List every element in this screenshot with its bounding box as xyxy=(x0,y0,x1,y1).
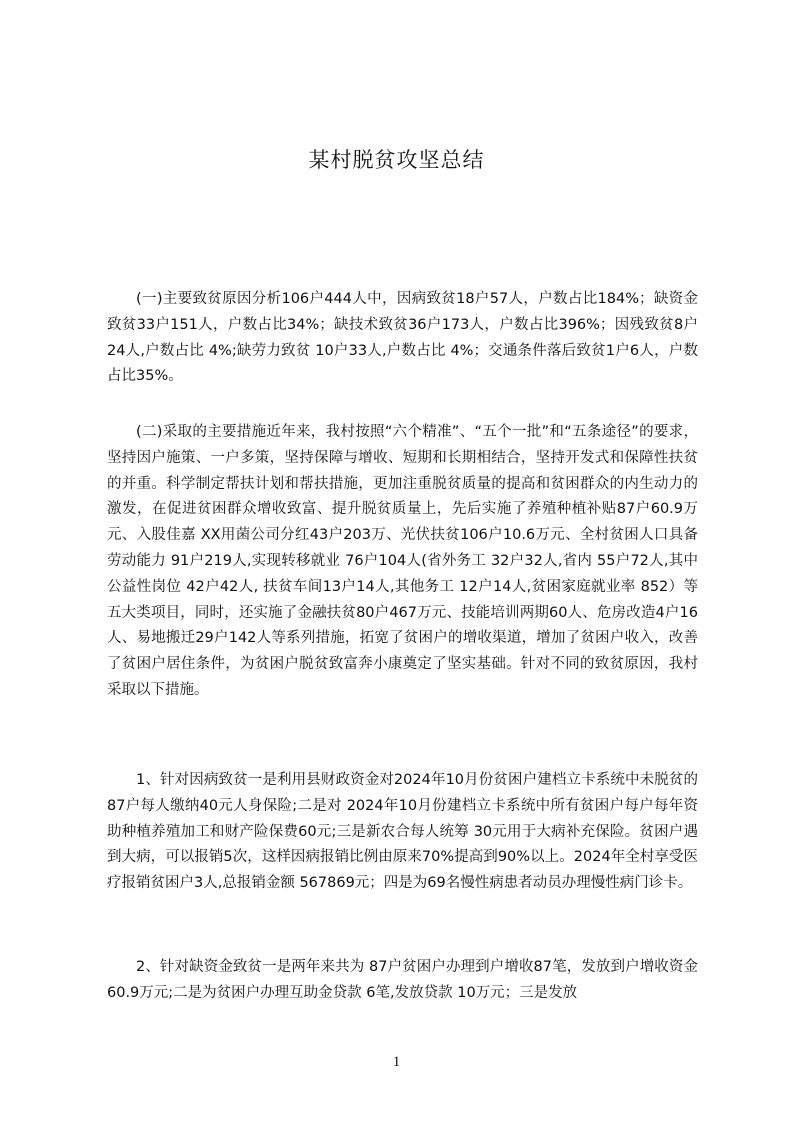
paragraph-funding-measures: 2、针对缺资金致贫一是两年来共为 87户贫困户办理到户增收87笔，发放到户增收资金60.9万元;二是为贫困户办理互助金贷款 6笔,发放贷款 10万元；三是发放 xyxy=(107,959,698,1001)
paragraph-main-measures: (二)采取的主要措施近年来，我村按照“六个精准”、“五个一批”和“五条途径”的要求，坚持因户施策、一户多策，坚持保障与增收、短期和长期相结合，坚持开发式和保障性扶贫的并重。科学制定帮扶计划和帮扶措施，更加注重脱贫质量的提高和贫困群众的内生动力的激发，在促进贫困群众增收致富、提升脱贫质量上，先后实施了养殖种植补贴87户60.9万元、入股佳嘉 XX用菌公司分红43户203万、光伏扶贫106户10.6万元、全村贫困人口具备劳动能力 91户219人,实现转移就业 76户104人(省外务工 32户32人,省内 55户72人,其中公益性岗位 42户42人, 扶贫车间13户14人,其他务工 12户14人,贫困家庭就业率 852）等五大类项目，同时，还实施了金融扶贫80户467万元、技能培训两期60人、危房改造4户16人、易地搬迁29户142人等系列措施，拓宽了贫困户的增收渠道，增加了贫困户收入，改善了贫困户居住条件，为贫困户脱贫致富奔小康奠定了坚实基础。针对不同的致贫原因，我村采取以下措施。 xyxy=(107,424,698,698)
document-title: 某村脱贫攻坚总结 xyxy=(308,148,485,172)
page-number: 1 xyxy=(392,1054,401,1070)
paragraph-poverty-causes: (一)主要致贫原因分析106户444人中，因病致贫18户57人，户数占比184%；缺资金致贫33户151人，户数占比34%；缺技术致贫36户173人，户数占比396%；因残致贫8户24人,户数占比 4%;缺劳力致贫 10户33人,户数占比 4%；交通条件落后致贫1户6人，户数占比35%。 xyxy=(107,291,698,385)
paragraph-illness-measures: 1、针对因病致贫一是利用县财政资金对2024年10月份贫困户建档立卡系统中未脱贫的87户每人缴纳40元人身保险;二是对 2024年10月份建档立卡系统中所有贫困户每户每年资助种植养殖加工和财产险保费60元;三是新农合每人统筹 30元用于大病补充保险。贫困户遇到大病，可以报销5次，这样因病报销比例由原来70%提高到90%以上。2024年全村享受医疗报销贫困户3人,总报销金额 567869元；四是为69名慢性病患者动员办理慢性病门诊卡。 xyxy=(107,772,698,892)
